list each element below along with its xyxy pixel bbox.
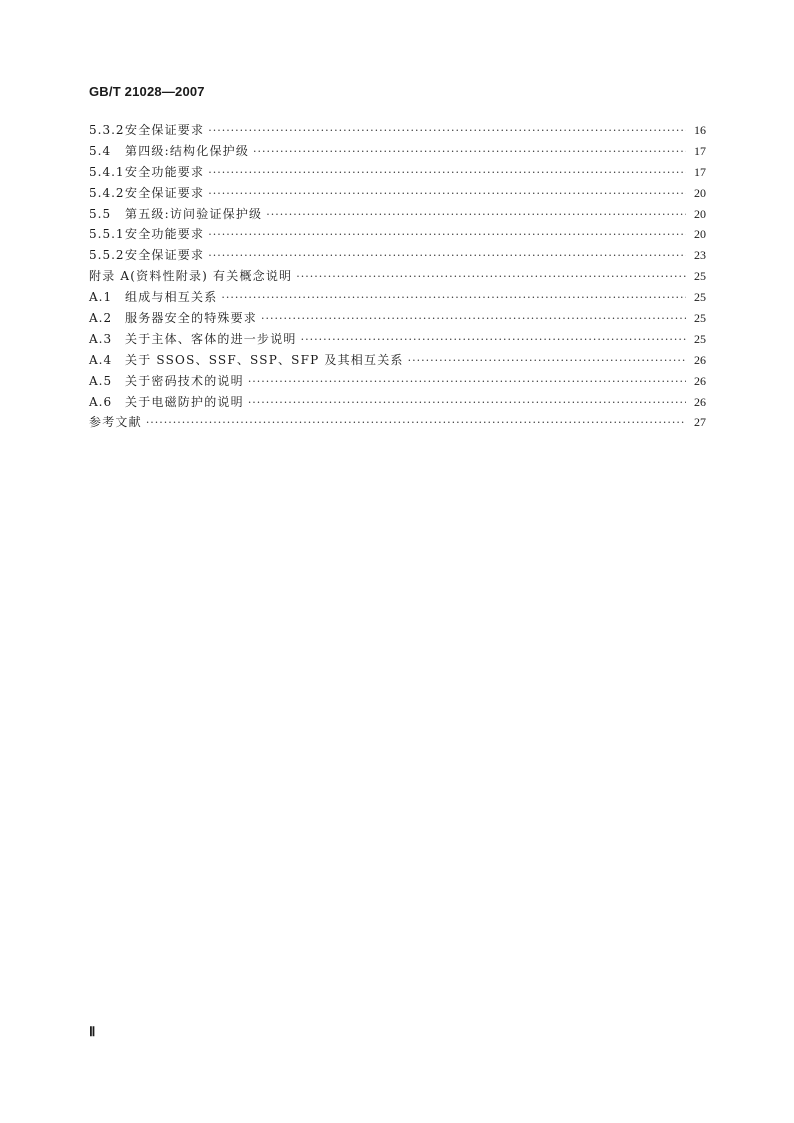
toc-entry-title: 服务器安全的特殊要求: [125, 311, 258, 326]
toc-entry-page: 25: [694, 331, 706, 346]
toc-entry-title: 安全保证要求: [125, 248, 205, 263]
toc-entry-title: 关于主体、客体的进一步说明: [125, 331, 297, 346]
toc-entry-number: 5.4: [89, 143, 112, 158]
toc-entry-number: A.5: [89, 373, 113, 388]
table-of-contents: [89, 120, 706, 433]
toc-dot-leader: [208, 246, 686, 267]
toc-entry[interactable]: [89, 162, 706, 183]
toc-entry[interactable]: [89, 224, 706, 245]
toc-entry-page: 20: [694, 227, 706, 242]
toc-entry-page: 26: [694, 394, 706, 409]
toc-dot-leader: [221, 288, 686, 309]
toc-entry-page: 17: [694, 143, 706, 158]
document-id-header: GB/T 21028—2007: [89, 84, 205, 99]
toc-entry-title: 关于电磁防护的说明: [125, 394, 244, 409]
toc-dot-leader: [253, 142, 686, 163]
toc-entry-page: 17: [694, 164, 706, 179]
toc-dot-leader: [248, 372, 686, 393]
toc-entry-title: 安全保证要求: [125, 123, 205, 137]
toc-entry[interactable]: [89, 412, 706, 433]
toc-entry[interactable]: [89, 204, 706, 225]
toc-entry[interactable]: [89, 392, 706, 413]
toc-entry-title: 附录 A(资料性附录) 有关概念说明: [89, 269, 293, 284]
toc-entry-title: 关于密码技术的说明: [125, 373, 244, 388]
toc-entry-number: 5.4.2: [89, 185, 125, 200]
toc-entry-page: 27: [694, 415, 706, 430]
toc-entry-page: 20: [694, 185, 706, 200]
toc-entry-page: 26: [694, 373, 706, 388]
toc-entry-title: 安全保证要求: [125, 185, 205, 200]
toc-entry[interactable]: [89, 120, 706, 141]
toc-entry-number: 5.5.1: [89, 227, 125, 242]
toc-dot-leader: [296, 267, 686, 288]
toc-dot-leader: [301, 330, 686, 351]
toc-entry[interactable]: [89, 350, 706, 371]
toc-dot-leader: [146, 413, 686, 434]
toc-entry-page: 25: [694, 269, 706, 284]
toc-entry[interactable]: [89, 141, 706, 162]
toc-entry[interactable]: [89, 183, 706, 204]
toc-entry-number: 5.3.2: [89, 123, 125, 137]
toc-entry-number: A.2: [89, 311, 113, 326]
toc-entry-number: A.6: [89, 394, 113, 409]
toc-dot-leader: [266, 205, 686, 226]
toc-entry-title: 组成与相互关系: [125, 290, 218, 305]
toc-entry-page: 25: [694, 290, 706, 305]
toc-entry-number: A.4: [89, 352, 113, 367]
toc-entry[interactable]: [89, 266, 706, 287]
toc-entry-page: 26: [694, 352, 706, 367]
toc-entry[interactable]: [89, 308, 706, 329]
toc-entry-title: 第五级:访问验证保护级: [125, 206, 263, 221]
toc-entry-title: 关于 SSOS、SSF、SSP、SFP 及其相互关系: [125, 352, 404, 367]
toc-entry-number: A.3: [89, 331, 113, 346]
toc-entry-number: 5.5: [89, 206, 112, 221]
toc-entry[interactable]: [89, 245, 706, 266]
toc-dot-leader: [208, 163, 686, 184]
toc-entry-number: 5.4.1: [89, 164, 125, 179]
toc-dot-leader: [261, 309, 686, 330]
page-number: Ⅱ: [89, 1024, 96, 1039]
toc-entry[interactable]: [89, 371, 706, 392]
toc-dot-leader: [208, 184, 686, 205]
toc-dot-leader: [408, 351, 686, 372]
toc-entry-page: 16: [694, 123, 706, 137]
toc-entry[interactable]: [89, 329, 706, 350]
toc-entry-title: 安全功能要求: [125, 227, 205, 242]
toc-entry-title: 第四级:结构化保护级: [125, 143, 250, 158]
toc-entry[interactable]: [89, 287, 706, 308]
toc-dot-leader: [208, 225, 686, 246]
toc-entry-number: 5.5.2: [89, 248, 125, 263]
toc-dot-leader: [208, 121, 686, 142]
toc-entry-page: 23: [694, 248, 706, 263]
toc-entry-title: 参考文献: [89, 415, 142, 430]
toc-entry-number: A.1: [89, 290, 113, 305]
toc-dot-leader: [248, 393, 686, 414]
toc-entry-page: 25: [694, 311, 706, 326]
toc-entry-title: 安全功能要求: [125, 164, 205, 179]
toc-entry-page: 20: [694, 206, 706, 221]
